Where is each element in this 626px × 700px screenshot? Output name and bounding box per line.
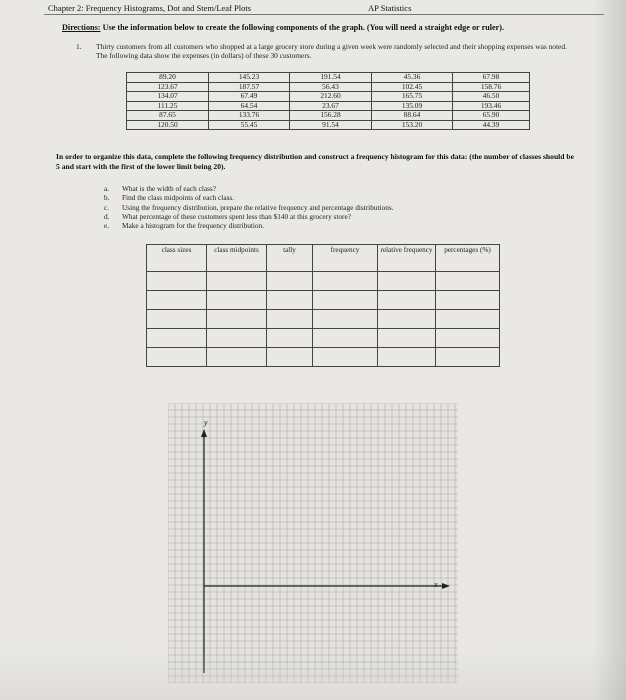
data-row [127, 73, 530, 83]
page-edge-shadow [592, 0, 626, 700]
frequency-cell[interactable] [267, 272, 313, 291]
page-shadow [0, 650, 626, 700]
question-letter: b. [104, 193, 110, 203]
data-cell: 87.65 [127, 111, 209, 121]
data-cell: 67.98 [453, 73, 530, 83]
question-letter: c. [104, 202, 110, 212]
frequency-cell[interactable] [378, 272, 436, 291]
frequency-cell[interactable] [313, 291, 378, 310]
frequency-cell[interactable] [147, 272, 207, 291]
data-cell: 65.90 [453, 111, 530, 121]
data-cell: 44.39 [453, 120, 530, 130]
header-frequency: frequency [313, 245, 378, 272]
frequency-row [147, 272, 500, 291]
problem-text: Thirty customers from all customers who shopped at a large grocery store during a given week were randomly selected and their shopping expenses was noted. The following data show the expenses (in dollars) of these 30 customers. [96, 42, 567, 60]
data-cell: 133.76 [209, 111, 290, 121]
expenses-data-table [126, 72, 530, 130]
header-class-midpoints: class midpoints [207, 245, 267, 272]
frequency-cell[interactable] [147, 310, 207, 329]
data-cell: 135.09 [372, 101, 453, 111]
frequency-cell[interactable] [313, 272, 378, 291]
frequency-cell[interactable] [436, 291, 500, 310]
data-cell: 153.20 [372, 120, 453, 130]
frequency-row [147, 329, 500, 348]
data-cell: 165.75 [372, 92, 453, 102]
frequency-cell[interactable] [267, 291, 313, 310]
frequency-cell[interactable] [436, 272, 500, 291]
data-cell: 64.54 [209, 101, 290, 111]
data-row [127, 111, 530, 121]
question-letter: a. [104, 184, 110, 193]
question-letter: e. [104, 221, 110, 231]
problem-number: 1. [76, 42, 82, 51]
question-item [104, 221, 394, 230]
frequency-cell[interactable] [267, 329, 313, 348]
x-axis-label: x [434, 580, 438, 589]
question-list [104, 184, 394, 230]
frequency-cell[interactable] [207, 272, 267, 291]
data-cell: 56.43 [290, 82, 372, 92]
data-cell: 120.50 [127, 120, 209, 130]
data-cell: 46.50 [453, 92, 530, 102]
histogram-grid[interactable] [168, 403, 458, 683]
frequency-cell[interactable] [207, 291, 267, 310]
data-cell: 67.49 [209, 92, 290, 102]
data-cell: 191.54 [290, 73, 372, 83]
data-cell: 45.36 [372, 73, 453, 83]
frequency-cell[interactable] [436, 329, 500, 348]
frequency-cell[interactable] [378, 291, 436, 310]
frequency-cell[interactable] [207, 348, 267, 367]
data-cell: 187.57 [209, 82, 290, 92]
frequency-cell[interactable] [313, 329, 378, 348]
directions-label: Directions: [62, 23, 101, 32]
data-cell: 158.76 [453, 82, 530, 92]
header-tally: tally [267, 245, 313, 272]
data-cell: 156.28 [290, 111, 372, 121]
frequency-row [147, 310, 500, 329]
data-cell: 91.54 [290, 120, 372, 130]
frequency-cell[interactable] [436, 310, 500, 329]
frequency-cell[interactable] [313, 348, 378, 367]
frequency-cell[interactable] [267, 348, 313, 367]
data-cell: 89.20 [127, 73, 209, 83]
question-item [104, 212, 394, 221]
question-text: Using the frequency distribution, prepare the relative frequency and percentage distributions. [122, 202, 394, 212]
question-text: Find the class midpoints of each class. [122, 193, 235, 203]
data-cell: 212.60 [290, 92, 372, 102]
course-title: AP Statistics [368, 3, 412, 13]
grid-lines [168, 403, 458, 683]
frequency-cell[interactable] [147, 348, 207, 367]
frequency-cell[interactable] [207, 310, 267, 329]
chapter-title: Chapter 2: Frequency Histograms, Dot and Stem/Leaf Plots [48, 3, 252, 13]
header-divider [44, 14, 604, 15]
data-cell: 123.67 [127, 82, 209, 92]
frequency-cell[interactable] [207, 329, 267, 348]
question-letter: d. [104, 211, 110, 221]
question-text: Make a histogram for the frequency distribution. [122, 221, 265, 231]
header-class-sizes: class sizes [147, 245, 207, 272]
frequency-row [147, 291, 500, 310]
frequency-distribution-table [146, 244, 500, 367]
question-item [104, 193, 394, 202]
frequency-cell[interactable] [378, 348, 436, 367]
frequency-cell[interactable] [436, 348, 500, 367]
y-axis-label: y [204, 418, 208, 427]
question-text: What percentage of these customers spent less than $140 at this grocery store? [122, 211, 351, 221]
data-row [127, 120, 530, 130]
frequency-cell[interactable] [378, 310, 436, 329]
frequency-cell[interactable] [147, 329, 207, 348]
header-percentages: percentages (%) [436, 245, 500, 272]
frequency-row [147, 348, 500, 367]
header-relative-frequency: relative frequency [378, 245, 436, 272]
data-cell: 23.67 [290, 101, 372, 111]
data-cell: 55.45 [209, 120, 290, 130]
data-cell: 88.64 [372, 111, 453, 121]
directions [62, 23, 504, 32]
question-item [104, 203, 394, 212]
frequency-cell[interactable] [267, 310, 313, 329]
directions-text: Use the information below to create the following components of the graph. (You will need a straight edge or ruler). [100, 23, 505, 32]
data-cell: 193.46 [453, 101, 530, 111]
frequency-cell[interactable] [313, 310, 378, 329]
frequency-cell[interactable] [378, 329, 436, 348]
data-cell: 111.25 [127, 101, 209, 111]
question-text: What is the width of each class? [122, 184, 217, 193]
data-cell: 145.23 [209, 73, 290, 83]
data-row [127, 92, 530, 102]
problem-statement [78, 42, 568, 60]
data-cell: 134.07 [127, 92, 209, 102]
frequency-cell[interactable] [147, 291, 207, 310]
question-item [104, 184, 394, 193]
data-cell: 102.45 [372, 82, 453, 92]
frequency-instruction: In order to organize this data, complete the following frequency distribution and construct a frequency histogram for this data: (the number of classes should be 5 and start with the first of the lower limit being 20). [56, 152, 574, 171]
